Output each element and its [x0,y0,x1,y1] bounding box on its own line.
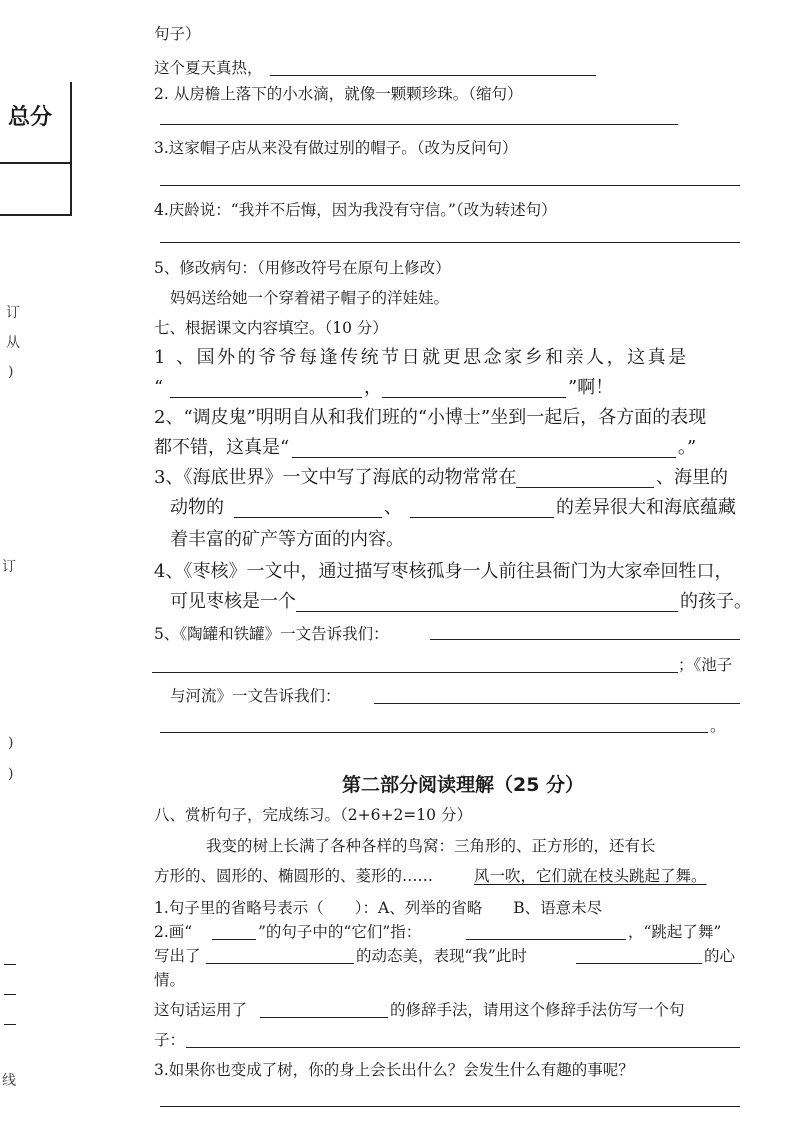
q6-item4: 4.庆龄说：“我并不后悔，因为我没有守信。”（改为转述句） [154,201,557,219]
q7-item5-blank-3[interactable] [374,703,740,704]
q7-item4-line1: 4、《枣核》一文中，通过描写枣核孤身一人前往县衙门为大家牵回牲口， [154,561,733,582]
q8-sub2-blank-4[interactable] [260,1017,388,1018]
q7-item2-line1: 2、“调皮鬼”明明自从和我们班的“小博士”坐到一起后，各方面的表现 [154,407,707,428]
q7-item1-blank-1[interactable] [170,397,362,398]
q7-item2-end: 。” [678,437,697,458]
q6-item5: 5、修改病句：（用修改符号在原句上修改） [154,259,451,277]
q8-sub2-line5: 子： [154,1031,186,1049]
q7-item1-comma: ， [364,377,382,398]
q7-item3-line2a: 动物的 [170,497,224,518]
margin-mark: 从 [6,335,20,351]
margin-dash [4,994,16,995]
q7-item3-line2b: 、 [384,497,402,518]
q6-item1-answer-line[interactable] [270,75,596,76]
q8-sub2-blank-5[interactable] [186,1047,740,1048]
q7-item4-blank[interactable] [296,611,678,612]
margin-dash [4,964,16,965]
margin-mark: ) [8,735,14,751]
q7-item5-blank-2[interactable] [152,672,678,673]
q8-sub2-b: ”的句子中的“它们”指： [258,923,422,941]
q8-sub2-line2a: 写出了 [154,947,201,965]
q6-item1-text: 这个夏天真热， [154,59,263,77]
margin-dash [4,1024,16,1025]
q8-sub2-line2b: 的动态美，表现“我”此时 [356,947,527,965]
q8-sub2-mark-line [212,939,256,940]
q7-item5-end: 。 [710,717,726,735]
q7-item1-line1: 1 、国外的爷爷每逢传统节日就更思念家乡和亲人，这真是 [154,347,689,368]
q7-item1-close: ”啊！ [568,377,614,398]
q7-item5-line1: 5、《陶罐和铁罐》一文告诉我们： [154,625,389,643]
q8-sub2-line3: 情。 [154,971,186,989]
q7-item5-blank-1[interactable] [430,639,740,640]
passage-line2a: 方形的、圆形的、椭圆形的、菱形的…… [154,867,434,885]
q7-item3-blank-3[interactable] [410,517,554,518]
margin-mark: ) [8,766,14,782]
q7-item5-line2: ；《池子 [678,656,733,674]
q7-item2-line2: 都不错，这真是“ [154,437,290,458]
q8-sub2-line4a: 这句话运用了 [154,1001,248,1019]
q8-sub2-line2c: 的心 [704,947,736,965]
q6-item5-sentence: 妈妈送给她一个穿着裙子帽子的洋娃娃。 [170,289,450,307]
q6-item3: 3.这家帽子店从来没有做过别的帽子。（改为反问句） [154,139,518,157]
q7-item5-line3: 与河流》一文告诉我们： [170,687,341,705]
q7-item5-blank-4[interactable] [160,732,708,733]
q8-title: 八、赏析句子，完成练习。（2+6+2=10 分） [154,806,472,824]
q6-juzi: 句子） [154,25,201,43]
q7-title: 七、根据课文内容填空。（10 分） [154,319,388,337]
score-box-divider [0,162,70,164]
q8-sub2-blank-1[interactable] [466,939,626,940]
q6-item2-answer-line[interactable] [160,124,678,125]
passage-line2b-underlined: 风一吹，它们就在枝头跳起了舞。 [474,867,707,885]
margin-mark: 线 [2,1073,16,1089]
q7-item3-line1a: 3、《海底世界》一文中写了海底的动物常常在 [154,467,517,488]
q8-sub2-blank-2[interactable] [206,963,354,964]
q6-item3-answer-line[interactable] [160,185,740,186]
q7-item1-open-quote: “ [154,377,164,398]
q8-sub2-line4b: 的修辞手法，请用这个修辞手法仿写一个句 [390,1001,685,1019]
q7-item2-blank[interactable] [292,457,676,458]
q8-sub3: 3.如果你也变成了树，你的身上会长出什么？会发生什么有趣的事呢？ [154,1061,634,1079]
q6-item4-answer-line[interactable] [160,242,740,243]
q7-item3-blank-2[interactable] [234,517,382,518]
q7-item3-line3: 着丰富的矿产等方面的内容。 [170,529,404,550]
q7-item4-line2a: 可见枣核是一个 [170,591,296,612]
q8-sub1: 1.句子里的省略号表示（ ）：A、列举的省略 B、语意未尽 [154,899,603,917]
part2-heading: 第二部分阅读理解（25 分） [342,774,585,796]
q8-sub2-a: 2.画“ [154,923,193,941]
q7-item4-line2b: 的孩子。 [680,591,752,612]
q7-item1-blank-2[interactable] [382,397,566,398]
q7-item3-line1b: 、海里的 [656,467,728,488]
q7-item3-blank-1[interactable] [516,487,654,488]
passage-line1: 我变的树上长满了各种各样的鸟窝：三角形的、正方形的，还有长 [206,837,656,855]
q8-sub2-blank-3[interactable] [576,963,702,964]
score-box-label: 总分 [8,105,53,130]
q8-sub2-c: ，“跳起了舞” [628,923,722,941]
q6-item2: 2. 从房檐上落下的小水滴，就像一颗颗珍珠。（缩句） [154,85,523,103]
margin-mark: 订 [6,305,20,321]
margin-mark: ) [8,364,14,380]
q8-sub3-answer-line[interactable] [160,1106,740,1107]
q7-item3-line2c: 的差异很大和海底蕴藏 [556,497,736,518]
margin-mark: 订 [2,559,16,575]
